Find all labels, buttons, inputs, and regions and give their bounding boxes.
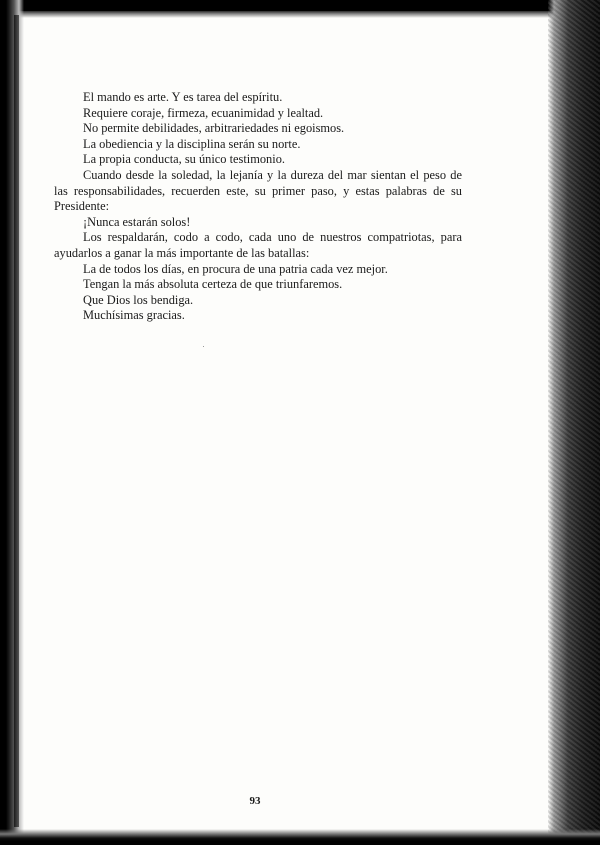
paragraph: Los respaldarán, codo a codo, cada uno de nuestros compatriotas, para ayudarlos a ganar la más importante de las batallas: (54, 230, 462, 260)
paragraph: No permite debilidades, arbitrariedades ni egoismos. (83, 121, 345, 136)
scan-left-edge (0, 0, 24, 845)
paragraph: Requiere coraje, firmeza, ecuanimidad y lealtad. (83, 105, 324, 120)
paragraph: Muchísimas gracias. (83, 308, 185, 323)
paragraph: Tengan la más absoluta certeza de que triunfaremos. (83, 277, 343, 292)
page-number: 93 (249, 795, 261, 807)
body-text (54, 90, 462, 324)
binding-shadow (14, 15, 19, 827)
scan-speck (203, 346, 204, 347)
paragraph: El mando es arte. Y es tarea del espíritu. (83, 90, 283, 104)
paragraph: ¡Nunca estarán solos! (83, 214, 191, 229)
paragraph: La obediencia y la disciplina serán su norte. (83, 136, 301, 151)
paragraph: La propia conducta, su único testimonio. (83, 152, 285, 167)
paragraph: Que Dios los bendiga. (83, 292, 194, 307)
scan-bottom-edge (0, 829, 600, 845)
scan-right-edge (548, 0, 600, 845)
scan-top-edge (0, 0, 600, 18)
paragraph: La de todos los días, en procura de una patria cada vez mejor. (83, 261, 388, 276)
paragraph: Cuando desde la soledad, la lejanía y la dureza del mar sientan el peso de las responsabilidades, recuerden este, su primer paso, y estas palabras de su Presidente: (54, 167, 462, 214)
